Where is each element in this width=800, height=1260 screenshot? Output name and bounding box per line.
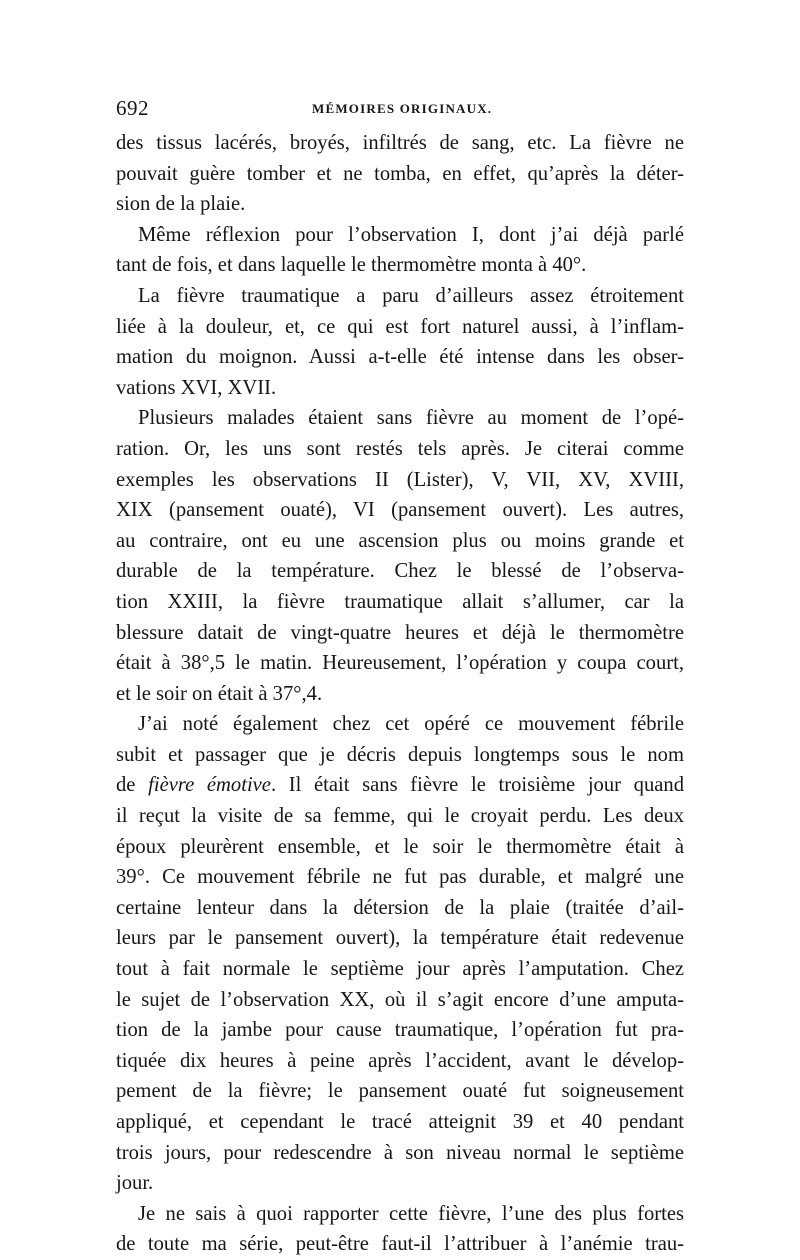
text-line: tion XXIII, la fièvre traumatique allait s’allumer, car la [116,590,684,613]
text-line: vations XVI, XVII. [116,376,277,399]
emphasized-term: fièvre émotive [148,774,271,797]
text-line: durable de la température. Chez le blessé de l’observa- [116,560,684,583]
text-line: pement de la fièvre; le pansement ouaté fut soigneusement [116,1080,684,1103]
text-line: il reçut la visite de sa femme, qui le croyait perdu. Les deux [116,805,684,828]
text-line: tant de fois, et dans laquelle le thermomètre monta à 40°. [116,254,587,277]
text-line: pouvait guère tomber et ne tomba, en effet, qu’après la déter- [116,162,684,185]
page-number: 692 [116,96,149,120]
text-line: subit et passager que je décris depuis longtemps sous le nom [116,743,684,766]
text-line: tout à fait normale le septième jour après l’amputation. Chez [116,958,684,981]
text-line: de toute ma série, peut-être faut-il l’attribuer à l’anémie trau- [116,1233,684,1256]
text-line: le sujet de l’observation XX, où il s’agit encore d’une amputa- [116,988,684,1011]
text-line: Plusieurs malades étaient sans fièvre au moment de l’opé- [138,407,684,430]
text-line-emphasis [116,770,684,801]
page-header [116,96,684,124]
text-line: mation du moignon. Aussi a-t-elle été intense dans les obser- [116,346,684,369]
text-line: des tissus lacérés, broyés, infiltrés de sang, etc. La fièvre ne [116,132,684,154]
text-line: ration. Or, les uns sont restés tels après. Je citerai comme [116,437,684,460]
text-line: XIX (pansement ouaté), VI (pansement ouvert). Les autres, [116,499,684,522]
text-segment: . Il était sans fièvre le troisième jour quand [270,774,685,797]
text-line: Même réflexion pour l’observation I, dont j’ai déjà parlé [138,223,684,246]
text-line: exemples les observations II (Lister), V, VII, XV, XVIII, [116,468,684,491]
text-line: Je ne sais à quoi rapporter cette fièvre, l’une des plus fortes [138,1202,684,1225]
text-line: La fièvre traumatique a paru d’ailleurs assez étroitement [138,284,684,307]
text-line: appliqué, et cependant le tracé atteignit 39 et 40 pendant [116,1111,684,1133]
text-line: sion de la plaie. [116,193,246,216]
text-line: blessure datait de vingt-quatre heures et déjà le thermomètre [116,621,684,644]
text-line: trois jours, pour redescendre à son niveau normal le septième [116,1141,684,1164]
book-page [116,96,684,1260]
text-line: liée à la douleur, et, ce qui est fort naturel aussi, à l’inflam- [116,315,684,338]
text-line: 39°. Ce mouvement fébrile ne fut pas durable, et malgré une [116,866,684,889]
text-line: tion de la jambe pour cause traumatique, l’opération fut pra- [116,1019,684,1042]
text-line: jour. [116,1172,154,1195]
text-line: et le soir on était à 37°,4. [116,682,323,705]
text-line: était à 38°,5 le matin. Heureusement, l’opération y coupa court, [116,652,684,675]
text-line: époux pleurèrent ensemble, et le soir le thermomètre était à [116,835,684,858]
text-line: leurs par le pansement ouvert), la température était redevenue [116,927,684,950]
text-segment: de [116,774,149,797]
text-line: tiquée dix heures à peine après l’accident, avant le dévelop- [116,1049,684,1072]
body-text [116,128,684,1260]
text-line: certaine lenteur dans la détersion de la plaie (traitée d’ail- [116,896,684,919]
text-line: J’ai noté également chez cet opéré ce mouvement fébrile [138,713,684,736]
running-title: MÉMOIRES ORIGINAUX. [312,101,493,116]
text-line: au contraire, ont eu une ascension plus ou moins grande et [116,529,684,552]
